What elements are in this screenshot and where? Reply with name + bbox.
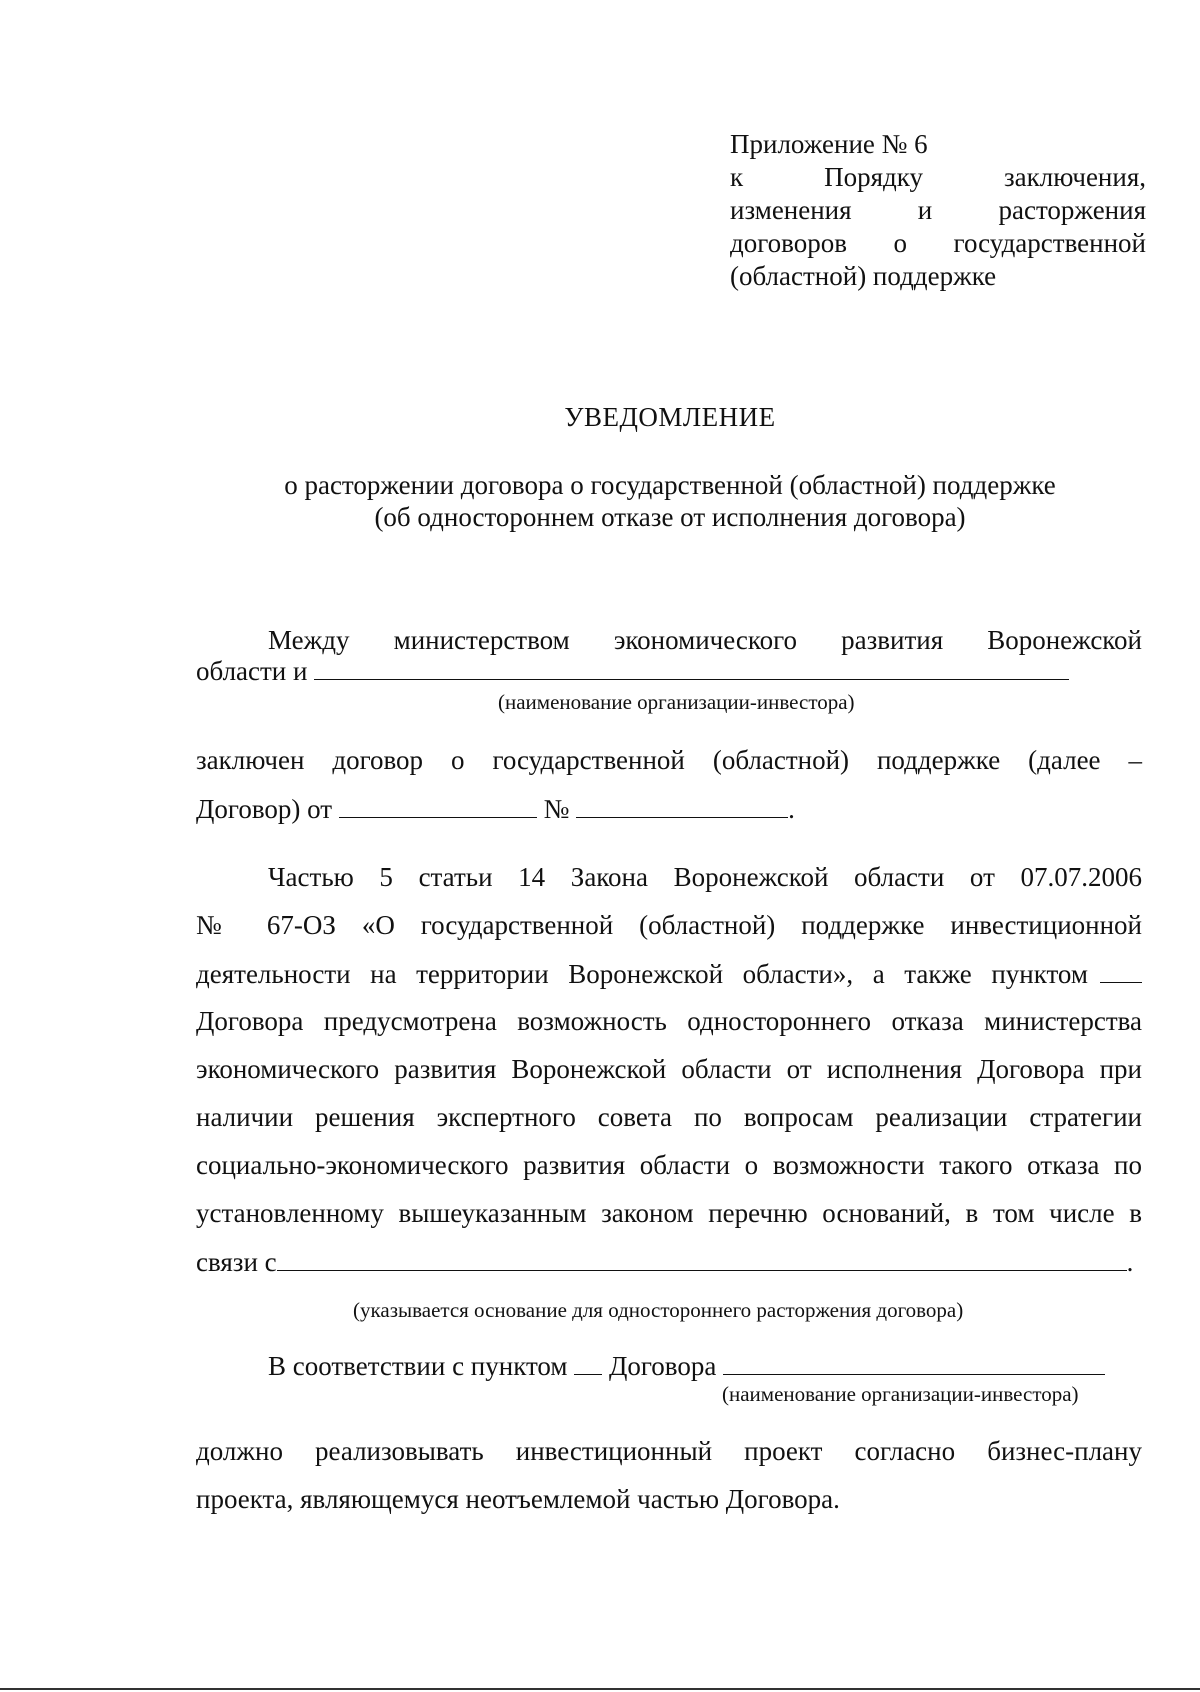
document-subtitle: о расторжении договора о государственной (областной) поддержке xyxy=(284,470,1056,500)
paragraph-line: экономического развития Воронежской области от исполнения Договора при xyxy=(196,1054,1142,1084)
paragraph-text: связи с xyxy=(196,1247,277,1277)
paragraph-text: Договора xyxy=(608,1351,717,1381)
paragraph-line: наличии решения экспертного совета по вопросам реализации стратегии xyxy=(196,1102,1142,1132)
appendix-number: Приложение № 6 xyxy=(730,129,928,159)
paragraph-line xyxy=(196,655,1142,687)
contract-number-blank[interactable] xyxy=(576,793,788,818)
paragraph-line: Частью 5 статьи 14 Закона Воронежской области от 07.07.2006 xyxy=(268,862,1142,892)
paragraph-text: области и xyxy=(196,656,308,686)
end-dot: . xyxy=(1126,1247,1134,1277)
investor-name-blank[interactable] xyxy=(314,655,1069,680)
page-bottom-rule xyxy=(0,1688,1200,1690)
paragraph-line xyxy=(196,1246,1142,1278)
paragraph-line: должно реализовывать инвестиционный проект согласно бизнес-плану xyxy=(196,1436,1142,1466)
investor-name-blank[interactable] xyxy=(723,1350,1105,1375)
document-title: УВЕДОМЛЕНИЕ xyxy=(564,402,776,432)
clause-number-blank[interactable] xyxy=(1100,958,1142,983)
contract-date-blank[interactable] xyxy=(339,793,537,818)
appendix-line: договоров о государственной xyxy=(730,228,1146,258)
paragraph-line: заключен договор о государственной (областной) поддержке (далее – xyxy=(196,745,1142,775)
clause-number-blank[interactable] xyxy=(574,1350,602,1375)
field-caption: (наименование организации-инвестора) xyxy=(498,690,855,714)
appendix-header xyxy=(730,128,1146,293)
document-subtitle: (об одностороннем отказе от исполнения договора) xyxy=(374,502,966,532)
field-caption: (наименование организации-инвестора) xyxy=(722,1382,1079,1406)
paragraph-text: Договор) от xyxy=(196,794,333,824)
termination-reason-blank[interactable] xyxy=(277,1246,1127,1271)
appendix-line: (областной) поддержке xyxy=(730,261,997,291)
paragraph-line: Договора предусмотрена возможность одностороннего отказа министерства xyxy=(196,1006,1142,1036)
paragraph-line: проекта, являющемуся неотъемлемой частью Договора. xyxy=(196,1484,840,1514)
paragraph-text: деятельности на территории Воронежской области», а также пунктом xyxy=(196,959,1088,989)
paragraph-line: Между министерством экономического развития Воронежской xyxy=(268,625,1142,655)
field-caption: (указывается основание для одностороннего расторжения договора) xyxy=(353,1298,964,1322)
paragraph-line xyxy=(196,958,1142,990)
appendix-line: к Порядку заключения, xyxy=(730,162,1146,192)
number-sign: № xyxy=(543,794,570,824)
paragraph-text: В соответствии с пунктом xyxy=(268,1351,568,1381)
appendix-line: изменения и расторжения xyxy=(730,195,1146,225)
end-dot: . xyxy=(788,794,795,824)
paragraph-line: № 67-ОЗ «О государственной (областной) поддержке инвестиционной xyxy=(196,910,1142,940)
paragraph-line xyxy=(196,793,1142,825)
paragraph-line: социально-экономического развития области о возможности такого отказа по xyxy=(196,1150,1142,1180)
paragraph-line: установленному вышеуказанным законом перечню оснований, в том числе в xyxy=(196,1198,1142,1228)
paragraph-line xyxy=(196,1350,1200,1382)
